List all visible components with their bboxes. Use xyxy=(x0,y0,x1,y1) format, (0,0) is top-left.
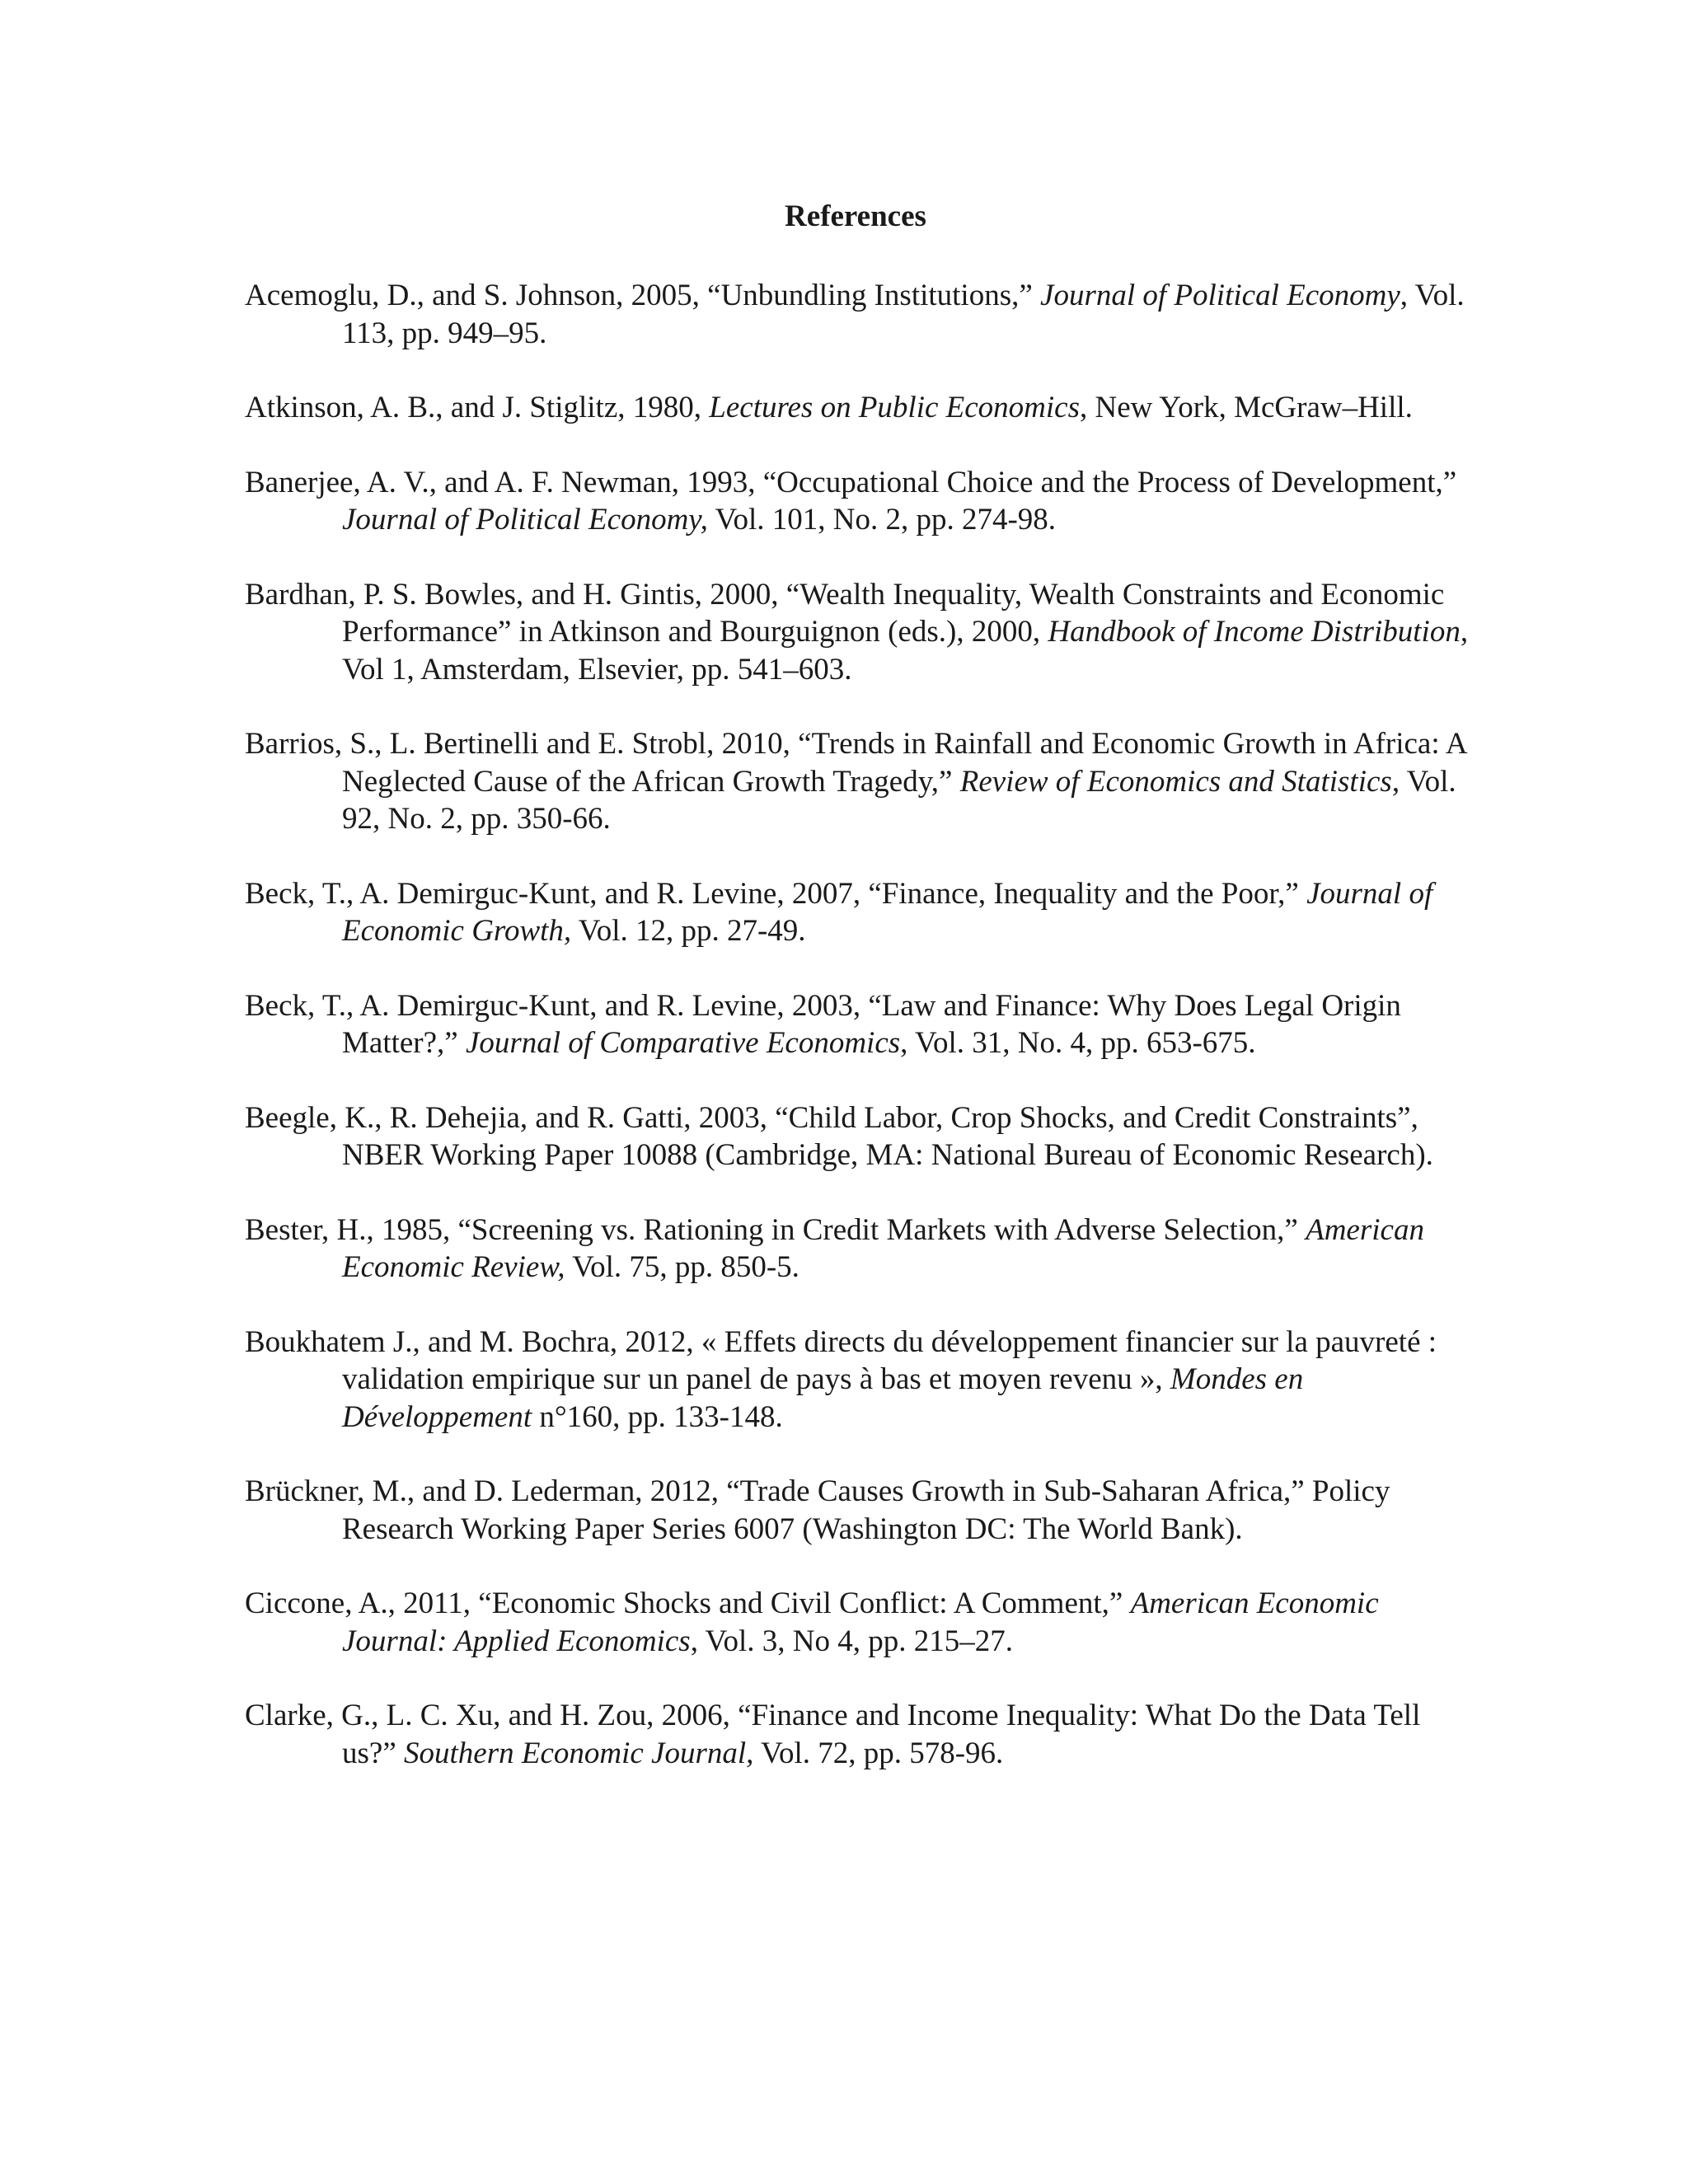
reference-text: , New York, McGraw–Hill. xyxy=(1080,391,1413,424)
reference-source-italic: Mondes en Développement xyxy=(342,1362,1304,1434)
reference-entry xyxy=(245,1212,1481,1286)
reference-text: Brückner, M., and D. Lederman, 2012, “Trade Causes Growth in Sub-Saharan Africa,” Policy Research Working Paper Series 6007 (Washington DC: The World Bank). xyxy=(245,1474,1390,1546)
reference-text: , Vol. 92, No. 2, pp. 350-66. xyxy=(342,764,1456,836)
reference-entry xyxy=(245,987,1481,1062)
reference-list xyxy=(245,277,1481,1809)
reference-text: Boukhatem J., and M. Bochra, 2012, « Effets directs du développement financier sur la pauvreté : validation empirique sur un panel de pays à bas et moyen revenu », xyxy=(245,1324,1437,1396)
reference-entry xyxy=(245,875,1481,950)
reference-entry xyxy=(245,1585,1481,1660)
reference-text: , Vol. 113, pp. 949–95. xyxy=(342,279,1465,350)
reference-text: Vol. 12, pp. 27-49. xyxy=(571,914,806,948)
reference-entry xyxy=(245,576,1481,689)
reference-text: Clarke, G., L. C. Xu, and H. Zou, 2006, “Finance and Income Inequality: What Do the Data Tell us?” xyxy=(245,1699,1421,1770)
reference-source-italic: Lectures on Public Economics xyxy=(709,391,1080,424)
reference-entry xyxy=(245,725,1481,838)
reference-source-italic: Journal of Political Economy xyxy=(1040,279,1400,312)
reference-text: , Vol. 31, No. 4, pp. 653-675. xyxy=(900,1026,1256,1060)
reference-entry xyxy=(245,1324,1481,1436)
reference-text: Bester, H., 1985, “Screening vs. Rationing in Credit Markets with Adverse Selection,” xyxy=(245,1212,1306,1247)
reference-text: Ciccone, A., 2011, “Economic Shocks and Civil Conflict: A Comment,” xyxy=(245,1586,1131,1620)
reference-text: Beegle, K., R. Dehejia, and R. Gatti, 2003, “Child Labor, Crop Shocks, and Credit Constraints”, NBER Working Paper 10088 (Cambridge, MA: National Bureau of Economic Research). xyxy=(245,1100,1433,1172)
reference-text: Barrios, S., L. Bertinelli and E. Strobl, 2010, “Trends in Rainfall and Economic Growth in Africa: A Neglected Cause of the African Growth Tragedy,” xyxy=(245,727,1466,799)
reference-entry xyxy=(245,464,1481,539)
reference-text: Vol. 75, pp. 850-5. xyxy=(565,1250,799,1284)
reference-source-italic: American Economic Journal: Applied Economics xyxy=(342,1586,1379,1658)
reference-text: Vol. 72, pp. 578-96. xyxy=(753,1736,1004,1770)
reference-text: Vol. 101, No. 2, pp. 274-98. xyxy=(707,503,1057,537)
reference-text: Banerjee, A. V., and A. F. Newman, 1993, “Occupational Choice and the Process of Development,” xyxy=(245,465,1457,499)
page-title: References xyxy=(785,199,926,233)
reference-entry xyxy=(245,277,1481,352)
reference-source-italic: Journal of Comparative Economics xyxy=(465,1026,901,1060)
reference-source-italic: Southern Economic Journal, xyxy=(404,1736,754,1770)
reference-text: Beck, T., A. Demirguc-Kunt, and R. Levine, 2007, “Finance, Inequality and the Poor,” xyxy=(245,876,1307,911)
reference-entry xyxy=(245,389,1481,427)
reference-text: Atkinson, A. B., and J. Stiglitz, 1980, xyxy=(245,391,710,424)
reference-entry xyxy=(245,1099,1481,1174)
reference-source-italic: American Economic Review, xyxy=(342,1212,1424,1284)
reference-text: Bardhan, P. S. Bowles, and H. Gintis, 2000, “Wealth Inequality, Wealth Constraints and Economic Performance” in Atkinson and Bourguignon (eds.), 2000, xyxy=(245,577,1445,649)
reference-text: n°160, pp. 133-148. xyxy=(532,1399,783,1434)
reference-text: Beck, T., A. Demirguc-Kunt, and R. Levine, 2003, “Law and Finance: Why Does Legal Origin Matter?,” xyxy=(245,988,1401,1060)
reference-source-italic: Journal of Political Economy, xyxy=(342,503,708,537)
reference-source-italic: Journal of Economic Growth, xyxy=(342,876,1433,948)
reference-source-italic: Handbook of Income Distribution xyxy=(1048,615,1461,649)
reference-entry xyxy=(245,1473,1481,1548)
reference-text: , Vol 1, Amsterdam, Elsevier, pp. 541–603. xyxy=(342,615,1469,687)
reference-source-italic: Review of Economics and Statistics xyxy=(959,764,1392,799)
reference-text: Acemoglu, D., and S. Johnson, 2005, “Unbundling Institutions,” xyxy=(245,279,1041,312)
reference-entry xyxy=(245,1697,1481,1772)
reference-text: , Vol. 3, No 4, pp. 215–27. xyxy=(690,1624,1013,1658)
